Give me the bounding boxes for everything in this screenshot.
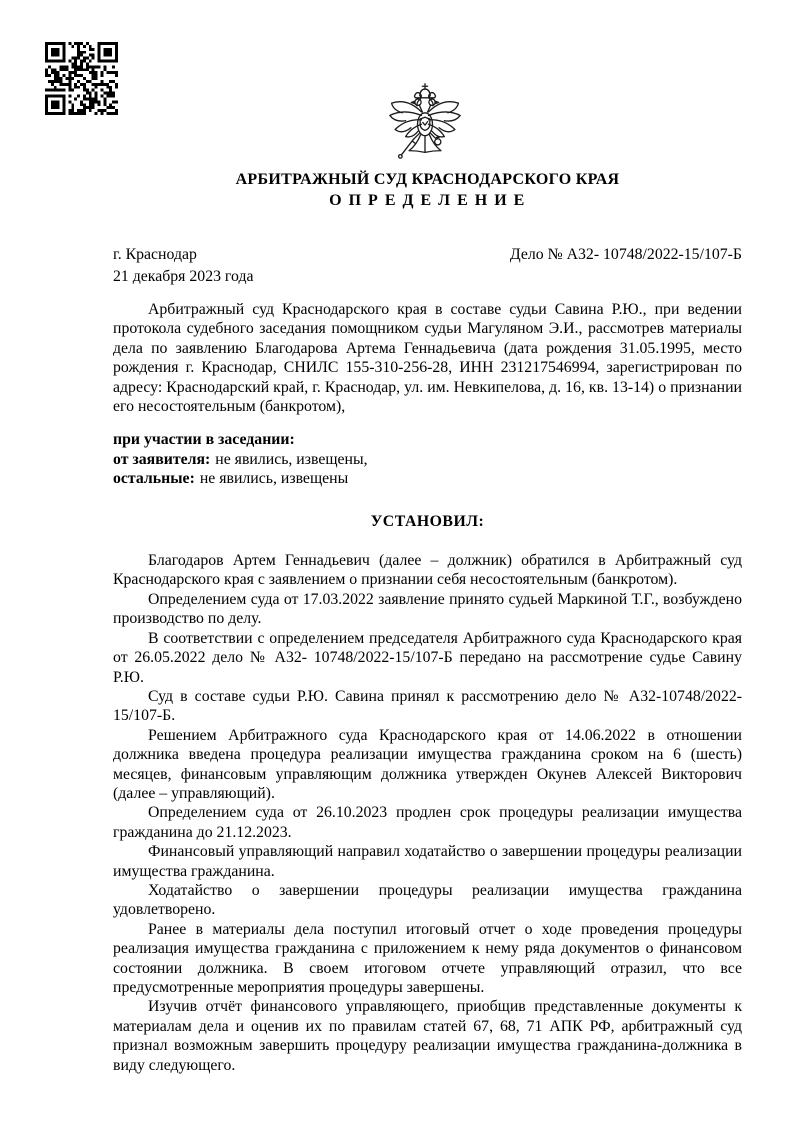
body-paragraph: Решением Арбитражного суда Краснодарского края от 14.06.2022 в отношении должника введена процедура реализации имущества гражданина сроком на 6 (шесть) месяцев, финансовым управляющим должника утвержден Окунев Алексей Викторович (далее – управляющий). [113,726,742,802]
coat-of-arms-icon [381,80,469,172]
intro-paragraph: Арбитражный суд Краснодарского края в составе судьи Савина Р.Ю., при ведении протокола судебного заседания помощником судьи Магуляном Э.И., рассмотрев материалы дела по заявлению Благодарова Артема Геннадьевича (дата рождения 31.05.1995, место рождения г. Краснодар, СНИЛС 155-310-256-28, ИНН 231217546994, зарегистрирован по адресу: Краснодарский край, г. Краснодар, ул. им. Невкипелова, д. 16, кв. 13-14) о признании его несостоятельным (банкротом), [113,301,742,416]
date: 21 декабря 2023 года [113,268,254,285]
attendance-value: не явились, извещены, [215,450,368,468]
document-body [113,244,742,1075]
body-paragraph: Ранее в материалы дела поступил итоговый отчет о ходе проведения процедуры реализация имущества гражданина с приложением к нему ряда документов о финансовом состоянии должника. В своем итоговом отчете управляющий отразил, что все предусмотренные мероприятия процедуры завершены. [113,920,742,996]
city: г. Краснодар [113,246,197,263]
case-number: Дело № А32- 10748/2022-15/107-Б [509,246,742,263]
document-type-title: О П Р Е Д Е Л Е Н И Е [329,192,526,209]
body-paragraph: Финансовый управляющий направил ходатайство о завершении процедуры реализации имущества гражданина. [113,843,742,880]
attendance-label: от заявителя: [113,450,211,468]
body-paragraph: Определением суда от 17.03.2022 заявление принято судьей Маркиной Т.Г., возбуждено производство по делу. [113,590,742,628]
attendance-heading: при участии в заседании: [113,431,295,449]
attendance-block [113,430,742,488]
body-paragraph: В соответствии с определением председателя Арбитражного суда Краснодарского края от 26.05.2022 дело № А32- 10748/2022-15/107-Б передано на рассмотрение судье Савину Р.Ю. [113,629,742,686]
qr-code-icon [45,42,118,115]
attendance-label: остальные: [113,470,195,488]
body-paragraph: Изучив отчёт финансового управляющего, приобщив представленные документы к материалам дела и оценив их по правилам статей 67, 68, 71 АПК РФ, арбитражный суд признал возможным завершить процедуру реализации имущества гражданина-должника в виду следующего. [113,998,742,1074]
body-paragraph: Суд в составе судьи Р.Ю. Савина принял к рассмотрению дело № А32-10748/2022-15/107-Б. [113,687,742,725]
case-info-row [113,244,742,288]
place-and-date [113,244,254,288]
attendance-row [113,469,742,488]
body-paragraph: Благодаров Артем Геннадьевич (далее – должник) обратился в Арбитражный суд Краснодарского края с заявлением о признании себя несостоятельным (банкротом). [113,552,742,589]
attendance-row [113,450,742,469]
body-paragraph: Определением суда от 26.10.2023 продлен срок процедуры реализации имущества гражданина до 21.12.2023. [113,804,742,841]
established-heading: УСТАНОВИЛ: [370,512,485,530]
court-name: АРБИТРАЖНЫЙ СУД КРАСНОДАРСКОГО КРАЯ [235,171,620,188]
document-header [113,170,742,211]
body-paragraph: Ходатайство о завершении процедуры реализации имущества гражданина удовлетворено. [113,881,742,919]
attendance-value: не явились, извещены [199,470,349,488]
